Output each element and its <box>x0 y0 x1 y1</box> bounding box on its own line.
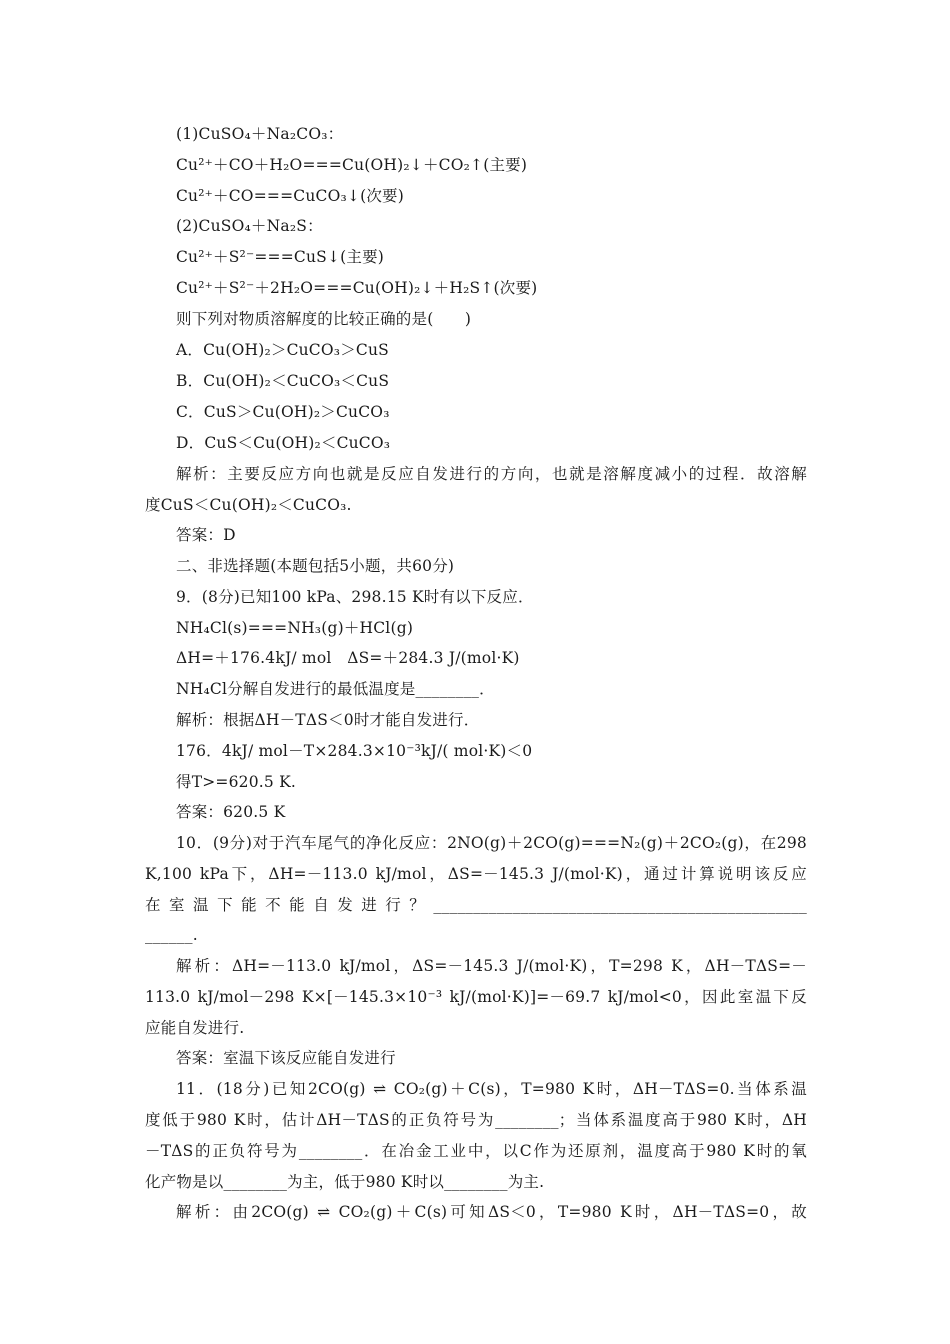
analysis-text: 解析：ΔH=－113.0 kJ/mol，ΔS=－145.3 J/(mol·K)，T=298 K，ΔH－TΔS=－ <box>176 957 807 975</box>
text-line: 176．4kJ/ mol－T×284.3×10⁻³kJ/( mol·K)＜0 <box>176 742 533 760</box>
text-line: 在室温下能不能自发进行？_______________________________________________ <box>145 896 807 914</box>
answer-text: 答案：室温下该反应能自发进行 <box>176 1049 396 1067</box>
analysis-text: 解析：主要反应方向也就是反应自发进行的方向，也就是溶解度减小的过程．故溶解 <box>176 465 807 483</box>
question-9: 9．(8分)已知100 kPa、298.15 K时有以下反应． <box>176 588 534 606</box>
text-line: (2)CuSO₄＋Na₂S： <box>176 217 323 235</box>
analysis-text: 解析：由2CO(g) ⇌ CO₂(g)＋C(s)可知ΔS＜0，T=980 K时，ΔH－TΔS=0，故 <box>176 1203 807 1221</box>
analysis-text: 113.0 kJ/mol－298 K×[－145.3×10⁻³ kJ/(mol·K)]=－69.7 kJ/mol<0，因此室温下反 <box>145 988 807 1006</box>
question-11: 11．(18分)已知2CO(g) ⇌ CO₂(g)＋C(s)，T=980 K时，ΔH－TΔS=0.当体系温 <box>176 1080 807 1098</box>
analysis-text: 度CuS＜Cu(OH)₂＜CuCO₃. <box>145 496 352 514</box>
option-d: D．CuS＜Cu(OH)₂＜CuCO₃ <box>176 434 391 452</box>
text-line: ΔH=＋176.4kJ/ mol ΔS=＋284.3 J/(mol·K) <box>176 649 520 667</box>
text-line: Cu²⁺＋S²⁻＋2H₂O===Cu(OH)₂↓＋H₂S↑(次要) <box>176 279 538 297</box>
text-line: Cu²⁺＋S²⁻===CuS↓(主要) <box>176 248 385 266</box>
text-line: 度低于980 K时，估计ΔH－TΔS的正负符号为________；当体系温度高于980 K时，ΔH <box>145 1111 807 1129</box>
option-b: B．Cu(OH)₂＜CuCO₃＜CuS <box>176 372 390 390</box>
answer-text: 答案：620.5 K <box>176 803 286 821</box>
option-a: A．Cu(OH)₂＞CuCO₃＞CuS <box>176 341 389 359</box>
option-c: C．CuS＞Cu(OH)₂＞CuCO₃ <box>176 403 390 421</box>
text-line: Cu²⁺＋CO===CuCO₃↓(次要) <box>176 187 404 205</box>
text-line: (1)CuSO₄＋Na₂CO₃： <box>176 125 344 143</box>
text-line: 得T>=620.5 K. <box>176 773 297 791</box>
question-10: 10．(9分)对于汽车尾气的净化反应：2NO(g)＋2CO(g)===N₂(g)＋2CO₂(g)，在298 <box>176 834 807 852</box>
analysis-text: 解析：根据ΔH－TΔS＜0时才能自发进行． <box>176 711 480 729</box>
text-line: 化产物是以________为主，低于980 K时以________为主. <box>145 1173 545 1191</box>
text-line: K,100 kPa下，ΔH=－113.0 kJ/mol，ΔS=－145.3 J/(mol·K)，通过计算说明该反应 <box>145 865 807 883</box>
analysis-text: 应能自发进行. <box>145 1019 245 1037</box>
text-line: ______. <box>145 926 198 944</box>
text-line: NH₄Cl(s)===NH₃(g)＋HCl(g) <box>176 619 414 637</box>
question-stem: 则下列对物质溶解度的比较正确的是( ) <box>176 310 472 328</box>
section-heading: 二、非选择题(本题包括5小题，共60分) <box>176 557 455 575</box>
text-line: NH₄Cl分解自发进行的最低温度是________． <box>176 680 495 698</box>
answer-text: 答案：D <box>176 526 236 544</box>
text-line: －TΔS的正负符号为________．在冶金工业中，以C作为还原剂，温度高于980 K时的氧 <box>145 1142 807 1160</box>
text-line: Cu²⁺＋CO＋H₂O===Cu(OH)₂↓＋CO₂↑(主要) <box>176 156 528 174</box>
